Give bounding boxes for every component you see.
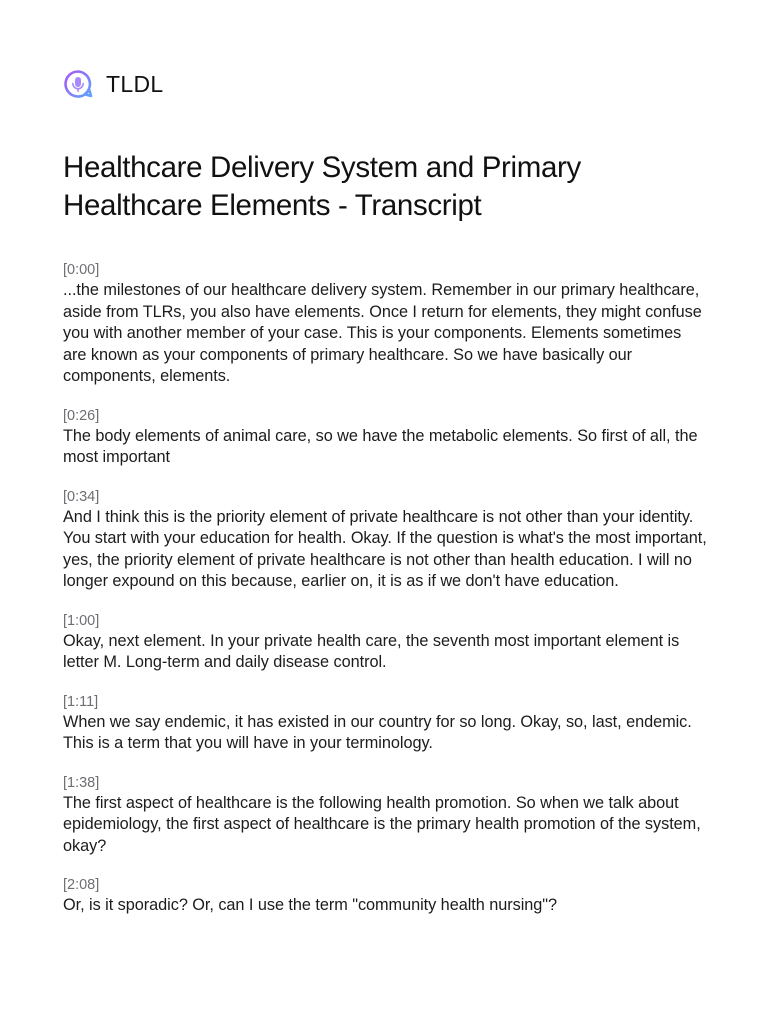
segment-text: Okay, next element. In your private health care, the seventh most important element is letter M. Long-term and daily disease control. [63,631,680,671]
segment-text: Or, is it sporadic? Or, can I use the term "community health nursing"? [63,896,558,914]
transcript-segment [63,773,708,858]
segment-text: The first aspect of healthcare is the following health promotion. So when we talk about epidemiology, the first aspect of healthcare is the primary health promotion of the system, okay? [63,793,701,855]
transcript-body [63,260,708,935]
transcript-segment [63,487,708,593]
segment-timestamp: [1:38] [63,774,100,791]
segment-timestamp: [1:00] [63,612,100,629]
transcript-segment [63,260,708,388]
segment-timestamp: [2:08] [63,877,100,893]
microphone-speech-bubble-icon [63,69,93,99]
segment-text: When we say endemic, it has existed in our country for so long. Okay, so, last, endemic. This is a term that you will have in your terminology. [63,712,692,752]
page-title: Healthcare Delivery System and Primary Healthcare Elements - Transcript [63,151,581,222]
transcript-segment [63,406,708,469]
transcript-segment [63,611,708,674]
brand-name: TLDL [106,70,164,97]
transcript-segment [63,692,708,755]
segment-text: And I think this is the priority element of private healthcare is not other than your identity. You start with your education for health. Okay. If the question is what's the most important, yes, the priority element of private healthcare is not other than health education. I will no longer expound on this because, earlier on, it is as if we don't have education. [63,507,707,590]
brand-header[interactable] [63,68,163,100]
segment-timestamp: [0:00] [63,262,100,278]
segment-timestamp: [0:26] [63,407,100,424]
segment-timestamp: [1:11] [63,693,99,710]
transcript-segment [63,875,708,917]
segment-text: ...the milestones of our healthcare delivery system. Remember in our primary healthcare, aside from TLRs, you also have elements. Once I return for elements, they might confuse you with another member of your case. This is your components. Elements sometimes are known as your components of primary healthcare. So we have basically our components, elements. [63,281,702,385]
segment-timestamp: [0:34] [63,488,100,505]
segment-text: The body elements of animal care, so we have the metabolic elements. So first of all, the most important [63,426,698,466]
